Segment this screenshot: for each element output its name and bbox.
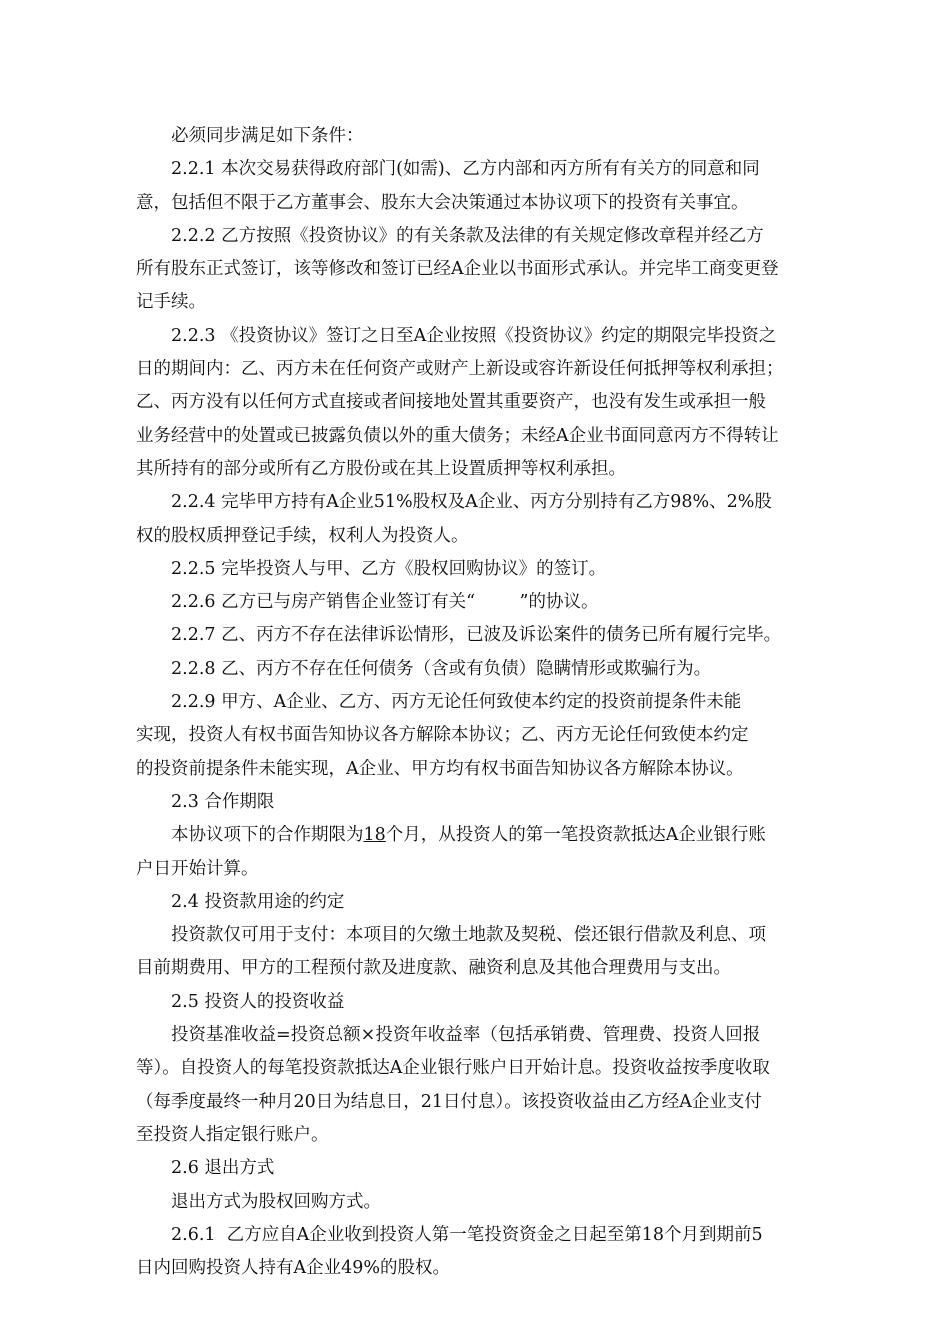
text-line: 权的股权质押登记手续，权利人为投资人。: [136, 525, 469, 546]
text-line: （每季度最终一种月20日为结息日，21日付息）。该投资收益由乙方经A企业支付: [136, 1091, 762, 1112]
text-line: 退出方式为股权回购方式。: [171, 1191, 381, 1212]
paragraph-conditions-intro: [136, 120, 850, 153]
heading-2-5: [136, 986, 850, 1019]
section-heading: 2.4 投资款用途的约定: [171, 891, 345, 912]
text-line: 2.6.1 乙方应自A企业收到投资人第一笔投资资金之日起至第18个月到期前5: [171, 1224, 763, 1245]
text-line: 2.2.1 本次交易获得政府部门(如需)、乙方内部和丙方所有有关方的同意和同: [171, 159, 760, 180]
text-line: 2.2.5 完毕投资人与甲、乙方《股权回购协议》的签订。: [171, 558, 607, 579]
paragraph-2-2-2: [136, 220, 850, 320]
text-line: 所有股东正式签订，该等修改和签订已经A企业以书面形式承认。并完毕工商变更登: [136, 259, 779, 280]
heading-2-4: [136, 886, 850, 919]
term-months-value: 18: [363, 825, 386, 846]
text-line: 2.2.7 乙、丙方不存在法律诉讼情形，已波及诉讼案件的债务已所有履行完毕。: [171, 625, 782, 646]
text-line: 投资基准收益=投资总额×投资年收益率（包括承销费、管理费、投资人回报: [171, 1025, 761, 1046]
text-line: 2.2.6 乙方已与房产销售企业签订有关“ ”的协议。: [171, 592, 599, 613]
text-line: 2.2.2 乙方按照《投资协议》的有关条款及法律的有关规定修改章程并经乙方: [171, 225, 764, 246]
section-heading: 2.5 投资人的投资收益: [171, 991, 345, 1012]
section-heading: 2.6 退出方式: [171, 1158, 275, 1179]
heading-2-6: [136, 1152, 850, 1185]
text-line: 2.2.9 甲方、A企业、乙方、丙方无论任何致使本约定的投资前提条件未能: [171, 692, 742, 713]
text-line: 户日开始计算。: [136, 858, 259, 879]
paragraph-exit-method: [136, 1186, 850, 1219]
text-line: 的投资前提条件未能实现，A企业、甲方均有权书面告知协议各方解除本协议。: [136, 758, 744, 779]
section-heading: 2.3 合作期限: [171, 791, 275, 812]
paragraph-investment-return: [136, 1019, 850, 1152]
text-line: 实现，投资人有权书面告知协议各方解除本协议；乙、丙方无论任何致使本约定: [136, 725, 749, 746]
paragraph-2-2-7: [136, 619, 850, 652]
paragraph-cooperation-term: [136, 819, 850, 886]
text-line: [136, 819, 850, 852]
heading-2-3: [136, 786, 850, 819]
text-line: 日的期间内：乙、丙方未在任何资产或财产上新设或容许新设任何抵押等权利承担；: [136, 359, 784, 380]
text-line: 记手续。: [136, 292, 206, 313]
text-line: 投资款仅可用于支付：本项目的欠缴土地款及契税、偿还银行借款及利息、项: [171, 925, 766, 946]
paragraph-2-2-9: [136, 686, 850, 786]
text-line: 业务经营中的处置或已披露负债以外的重大债务；未经A企业书面同意丙方不得转让: [136, 425, 779, 446]
paragraph-2-6-1: [136, 1219, 850, 1286]
text-line: 2.2.8 乙、丙方不存在任何债务（含或有负债）隐瞒情形或欺骗行为。: [171, 658, 712, 679]
paragraph-2-2-5: [136, 553, 850, 586]
paragraph-2-2-3: [136, 320, 850, 486]
text-line: 必须同步满足如下条件：: [171, 126, 364, 146]
paragraph-2-2-6: [136, 586, 850, 619]
text-line: 至投资人指定银行账户。: [136, 1124, 329, 1145]
text-line: 等）。自投资人的每笔投资款抵达A企业银行账户日开始计息。投资收益按季度收取: [136, 1058, 770, 1079]
paragraph-2-2-8: [136, 653, 850, 686]
paragraph-2-2-4: [136, 486, 850, 553]
text-segment: 个月，从投资人的第一笔投资款抵达A企业银行账: [385, 825, 766, 846]
text-line: 乙、丙方没有以任何方式直接或者间接地处置其重要资产，也没有发生或承担一般: [136, 392, 766, 413]
text-line: 2.2.3 《投资协议》签订之日至A企业按照《投资协议》约定的期限完毕投资之: [171, 325, 777, 346]
paragraph-fund-usage: [136, 919, 850, 986]
text-line: 其所持有的部分或所有乙方股份或在其上设置质押等权利承担。: [136, 458, 626, 479]
text-line: 意，包括但不限于乙方董事会、股东大会决策通过本协议项下的投资有关事宜。: [136, 192, 749, 213]
text-segment: 本协议项下的合作期限为: [171, 825, 364, 846]
text-line: 目前期费用、甲方的工程预付款及进度款、融资利息及其他合理费用与支出。: [136, 958, 731, 979]
paragraph-2-2-1: [136, 153, 850, 220]
text-line: 2.2.4 完毕甲方持有A企业51%股权及A企业、丙方分别持有乙方98%、2%股: [171, 492, 772, 513]
text-line: 日内回购投资人持有A企业49%的股权。: [136, 1258, 451, 1279]
